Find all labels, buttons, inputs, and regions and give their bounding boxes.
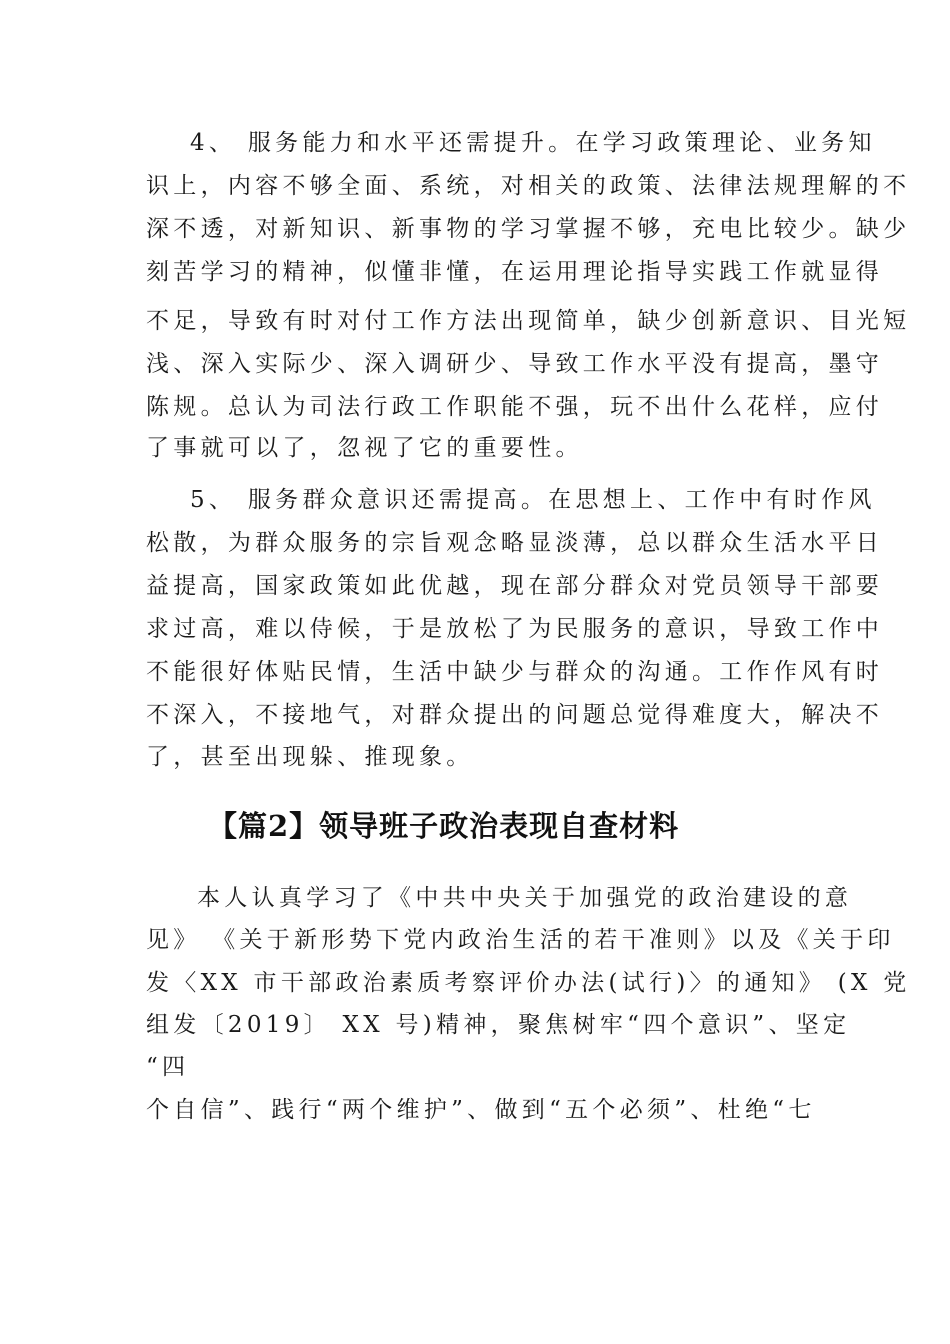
text-line: 陈规。总认为司法行政工作职能不强，玩不出什么花样，应付 <box>146 394 884 420</box>
text-line: 了事就可以了，忽视了它的重要性。 <box>146 435 583 461</box>
text-line: 发〈XX 市干部政治素质考察评价办法(试行)〉的通知》 (X 党 <box>146 970 911 996</box>
section-heading: 【篇2】领导班子政治表现自查材料 <box>208 809 680 843</box>
text-line: 深不透，对新知识、新事物的学习掌握不够，充电比较少。缺少 <box>146 216 911 242</box>
text-line: 见》 《关于新形势下党内政治生活的若干准则》以及《关于印 <box>146 927 895 953</box>
text-line: 刻苦学习的精神，似懂非懂，在运用理论指导实践工作就显得 <box>146 259 884 285</box>
text-line: 了，甚至出现躲、推现象。 <box>146 744 474 770</box>
text-line: 求过高，难以侍候，于是放松了为民服务的意识，导致工作中 <box>146 616 884 642</box>
text-line: “四 <box>146 1054 190 1080</box>
text-line: 益提高，国家政策如此优越，现在部分群众对党员领导干部要 <box>146 573 884 599</box>
text-line: 松散，为群众服务的宗旨观念略显淡薄，总以群众生活水平日 <box>146 530 884 556</box>
text-line: 不深入，不接地气，对群众提出的问题总觉得难度大，解决不 <box>146 702 884 728</box>
text-line: 4、 服务能力和水平还需提升。在学习政策理论、业务知 <box>190 130 876 156</box>
text-line: 识上，内容不够全面、系统，对相关的政策、法律法规理解的不 <box>146 173 911 199</box>
text-line: 浅、深入实际少、深入调研少、导致工作水平没有提高，墨守 <box>146 351 884 377</box>
text-line: 组发〔2019〕 XX 号)精神，聚焦树牢“四个意识”、坚定 <box>146 1012 851 1038</box>
text-line: 不足，导致有时对付工作方法出现简单，缺少创新意识、目光短 <box>146 308 911 334</box>
text-line: 不能很好体贴民情，生活中缺少与群众的沟通。工作作风有时 <box>146 659 884 685</box>
text-line: 本人认真学习了《中共中央关于加强党的政治建设的意 <box>197 885 853 911</box>
text-line: 个自信”、践行“两个维护”、做到“五个必须”、杜绝“七 <box>146 1097 816 1123</box>
text-line: 5、 服务群众意识还需提高。在思想上、工作中有时作风 <box>190 487 876 513</box>
